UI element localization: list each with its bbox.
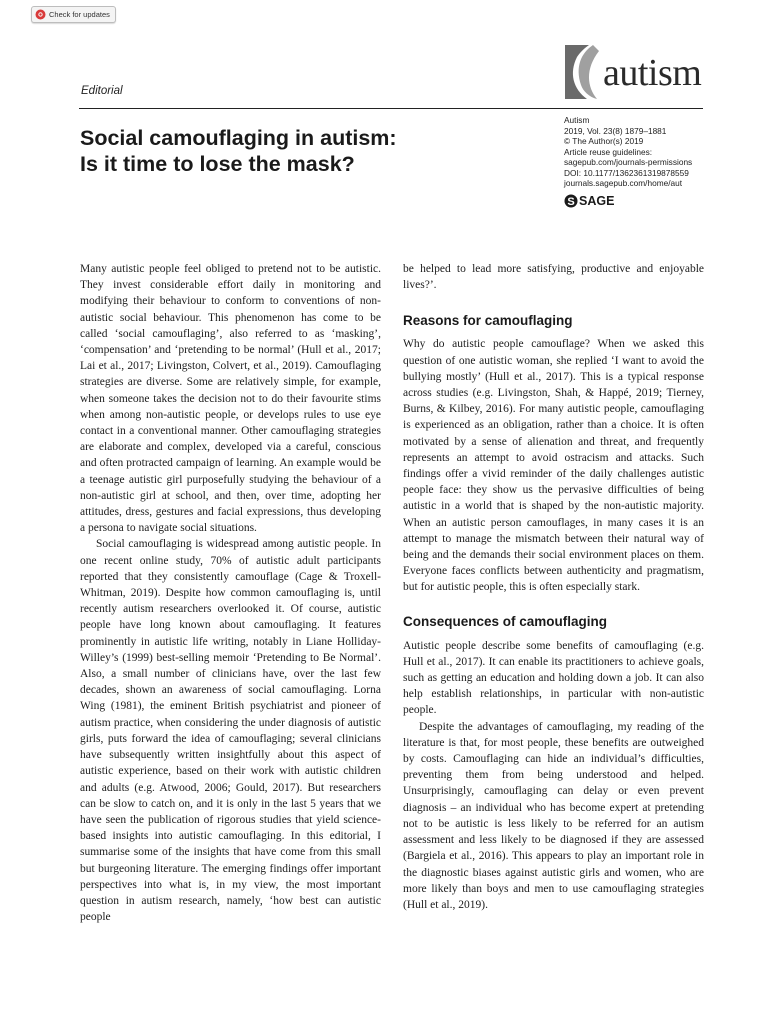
journal-name: Autism	[564, 115, 590, 125]
article-title-line-2: Is it time to lose the mask?	[80, 152, 355, 176]
publisher-logo	[564, 193, 614, 209]
header-rule	[79, 108, 703, 109]
svg-text:S: S	[567, 196, 575, 208]
journal-logo	[563, 43, 708, 101]
doi-link[interactable]: DOI: 10.1177/1362361319878559	[564, 167, 689, 178]
check-updates-icon	[35, 9, 46, 20]
publisher-name: SAGE	[579, 194, 615, 208]
sage-s-icon	[564, 194, 578, 208]
check-for-updates-label: Check for updates	[49, 10, 110, 19]
paragraph-widespread: Social camouflaging is widespread among autistic people. In one recent online study, 70% of autistic adult participants reported that they consistently camouflage (Cage & Troxell-Whitman, 2019). Despite how common camouflaging is, until recently autism researchers overlooked it. Of course, autistic people have long known about camouflaging. It features prominently in autistic life writing, notably in Liane Holliday-Willey’s (1999) best-selling memoir ‘Pretending to Be Normal’. Also, a small number of clinicians have, over the last few decades, shown an awareness of social camouflaging. Lorna Wing (1981), the eminent British psychiatrist and pioneer of autism practice, when considering the under diagnosis of autistic girls, puts forward the idea of camouflaging; several clinicians have subsequently written insightfully about this aspect of autistic experience, based on their work with autistic children and adults (e.g. Atwood, 2006; Gould, 2017). But researchers can be slow to catch on, and it is only in the last 5 years that we have seen the publication of rigorous studies that yield science-based insights into autistic camouflaging. In this editorial, I summarise some of the insights that have come from this small but burgeoning literature. The emerging findings offer important perspectives into what is, in my view, the most important question in autism research, namely, ‘how best can autistic people	[80, 538, 381, 924]
heading-consequences: Consequences of camouflaging	[403, 613, 608, 629]
article-title	[80, 125, 550, 177]
reuse-guidelines: Article reuse guidelines:	[564, 146, 653, 157]
body-column-right	[403, 261, 704, 913]
paragraph-benefits: Autistic people describe some benefits of camouflaging (e.g. Hull et al., 2017). It can enable its practitioners to achieve goals, such as getting an education and holding down a job. It can also help establish relationships, in particular with non-autistic people.	[403, 639, 704, 717]
leaf-swoosh-icon	[563, 43, 603, 101]
permissions-link[interactable]: sagepub.com/journals-permissions	[564, 157, 693, 167]
paragraph-intro: Many autistic people feel obliged to pretend not to be autistic. They invest considerable effort daily in monitoring and modifying their behaviour to conform to conventions of non-autistic social behaviour. This phenomenon has come to be called ‘social camouflaging’, also referred to as ‘masking’, ‘compensation’ and ‘pretending to be normal’ (Hull et al., 2017; Lai et al., 2017; Livingston, Colvert, et al., 2019). Camouflaging strategies are diverse. Some are relatively simple, for example, when someone takes the decision not to do their favourite stims when among non-autistic people, or develops rules to use eye contact in a conventional manner. Other camouflaging strategies are elaborate and complex, developed via a careful, conscious and often protracted campaign of learning. An example would be a teenage autistic girl purposefully studying the behaviour of a non-autistic girl at school, and then, over time, adopting her attitudes, dress, gestures and facial expressions, thus developing a persona to navigate social situations.	[80, 263, 381, 535]
citation: 2019, Vol. 23(8) 1879–1881	[564, 125, 667, 136]
article-metadata	[564, 115, 714, 189]
journal-logo-text: autism	[603, 52, 702, 94]
paragraph-widespread-continued: be helped to lead more satisfying, productive and enjoyable lives?’.	[403, 263, 704, 292]
heading-reasons: Reasons for camouflaging	[403, 313, 573, 329]
body-column-left	[80, 261, 381, 925]
article-type: Editorial	[81, 85, 123, 97]
paragraph-costs: Despite the advantages of camouflaging, my reading of the literature is that, for most people, these benefits are outweighed by costs. Camouflaging can hide an individual’s difficulties, preventing them from being understood and helped. Unsurprisingly, camouflaging can delay or even prevent diagnosis – an individual who has become expert at pretending not to be autistic is less likely to be referred for an autism assessment and less likely to be diagnosed if they are assessed (Bargiela et al., 2016). This appears to play an important role in the diagnostic biases against autistic girls and women, who are more likely than boys and men to use camouflaging strategies (Hull et al., 2019).	[403, 720, 704, 911]
journal-homepage-link[interactable]: journals.sagepub.com/home/aut	[564, 178, 683, 188]
article-title-line-1: Social camouflaging in autism:	[80, 126, 397, 150]
check-for-updates-button[interactable]	[31, 6, 116, 23]
paragraph-reasons: Why do autistic people camouflage? When we asked this question of one autistic woman, she replied ‘I want to avoid the bullying mostly’ (Hull et al., 2017). This is a typical response across studies (e.g. Livingston, Shah, & Happé, 2019; Tierney, Burns, & Kilbey, 2016). For many autistic people, camouflaging is experienced as an obligation, rather than a choice. It is often motivated by a sense of alienation and threat, and frequently represents an attempt to avoid ostracism and attacks. Such findings offer a vivid reminder of the daily challenges autistic people face: they show us the pervasive difficulties of being autistic in a world that is shaped by the non-autistic majority. When an autistic person camouflages, in many cases it is an attempt to manage the mismatch between their natural way of being and the demands their social environment places on them. Everyone faces conflicts between authenticity and pragmatism, but for autistic people, this is often especially stark.	[403, 338, 704, 594]
copyright: © The Author(s) 2019	[564, 136, 644, 146]
